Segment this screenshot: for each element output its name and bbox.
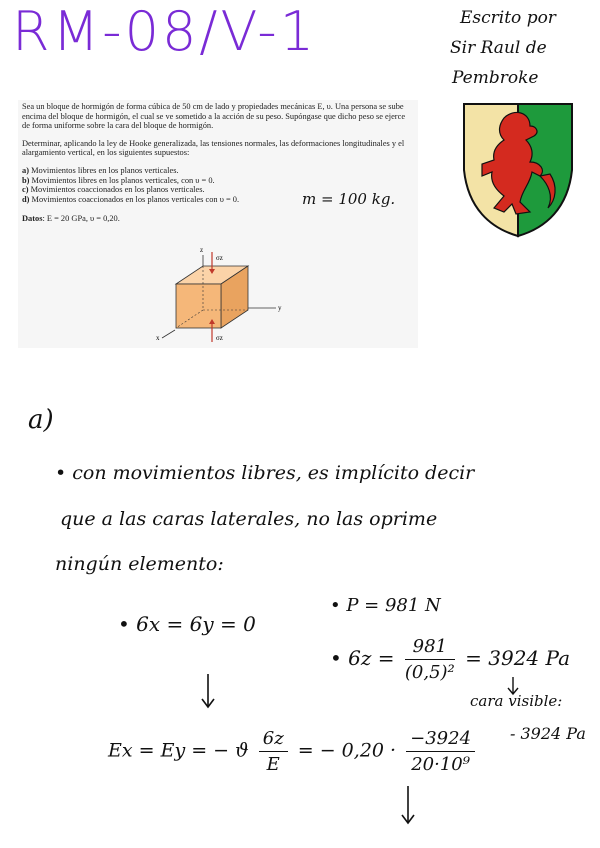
x-axis-label: x	[156, 334, 160, 342]
problem-item-d: d) Movimientos coaccionados en los planos verticales con υ = 0.	[22, 194, 240, 204]
down-arrow-3	[398, 784, 418, 828]
negative-stress-value: - 3924 Pa	[510, 724, 586, 743]
sigma-top-label: σz	[216, 254, 223, 262]
problem-item-c: c) Movimientos coaccionados en los planos verticales.	[22, 185, 205, 195]
coat-of-arms-shield	[460, 100, 576, 244]
fraction-sigma-over-e: $\frac{6z}{E}$	[259, 728, 288, 775]
note-line-1: • con movimientos libres, es implícito decir	[55, 462, 475, 484]
y-axis-label: y	[278, 304, 282, 312]
problem-data: Datos: E = 20 GPa, υ = 0,20.	[22, 214, 120, 224]
z-axis-label: z	[200, 246, 204, 254]
cube-front-face	[176, 284, 221, 328]
author-line-1: Escrito por	[460, 8, 556, 28]
note-line-3: ningún elemento:	[55, 553, 224, 575]
section-a-heading: a)	[28, 405, 54, 435]
mass-note: m = 100 kg.	[302, 190, 396, 208]
cube-diagram	[148, 240, 298, 345]
sigma-bottom-label: σz	[216, 334, 223, 342]
equation-sigma-xy: • 6x = 6y = 0	[118, 612, 256, 636]
problem-item-a: a) Movimientos libres en los planos verticales.	[22, 165, 179, 175]
author-line-3: Pembroke	[452, 68, 539, 88]
equation-sigma-z: • 6z = $\frac{981}{\text{(0,5)²}}$ = 3924 Pa	[330, 636, 570, 683]
document-code: RM-08/V-1	[12, 0, 318, 63]
problem-task: Determinar, aplicando la ley de Hooke generalizada, las tensiones normales, las deformaciones longitudinales y el alargamiento vertical, en los siguientes supuestos:	[22, 138, 405, 158]
problem-item-b: b) Movimientos libres en los planos verticales, con υ = 0.	[22, 175, 215, 185]
problem-statement	[18, 100, 418, 348]
down-arrow-1	[198, 672, 218, 712]
visible-face-note: cara visible:	[470, 692, 563, 710]
author-line-2: Sir Raul de	[450, 38, 547, 58]
equation-strain-xy: Ex = Ey = − ϑ $\frac{6z}{E}$ = − 0,20 · $\frac{-3924}{\text{20·10⁹}}$	[108, 728, 479, 775]
problem-intro: Sea un bloque de hormigón de forma cúbica de 50 cm de lado y propiedades mecánicas E, υ. Una persona se sube encima del bloque de hormigón, el cual se ve sometido a la acción de su peso. Supóngase que dicho peso se ejerce de forma uniforme sobre la cara del bloque de hormigón.	[22, 102, 406, 131]
equation-weight: • P = 981 N	[330, 595, 441, 616]
fraction-sigma-z: $\frac{981}{\text{(0,5)²}}$	[404, 636, 455, 683]
fraction-stress-value: $\frac{-3924}{\text{20·10⁹}}$	[406, 728, 475, 775]
x-axis	[162, 330, 175, 338]
note-line-2: que a las caras laterales, no las oprime	[60, 508, 438, 530]
